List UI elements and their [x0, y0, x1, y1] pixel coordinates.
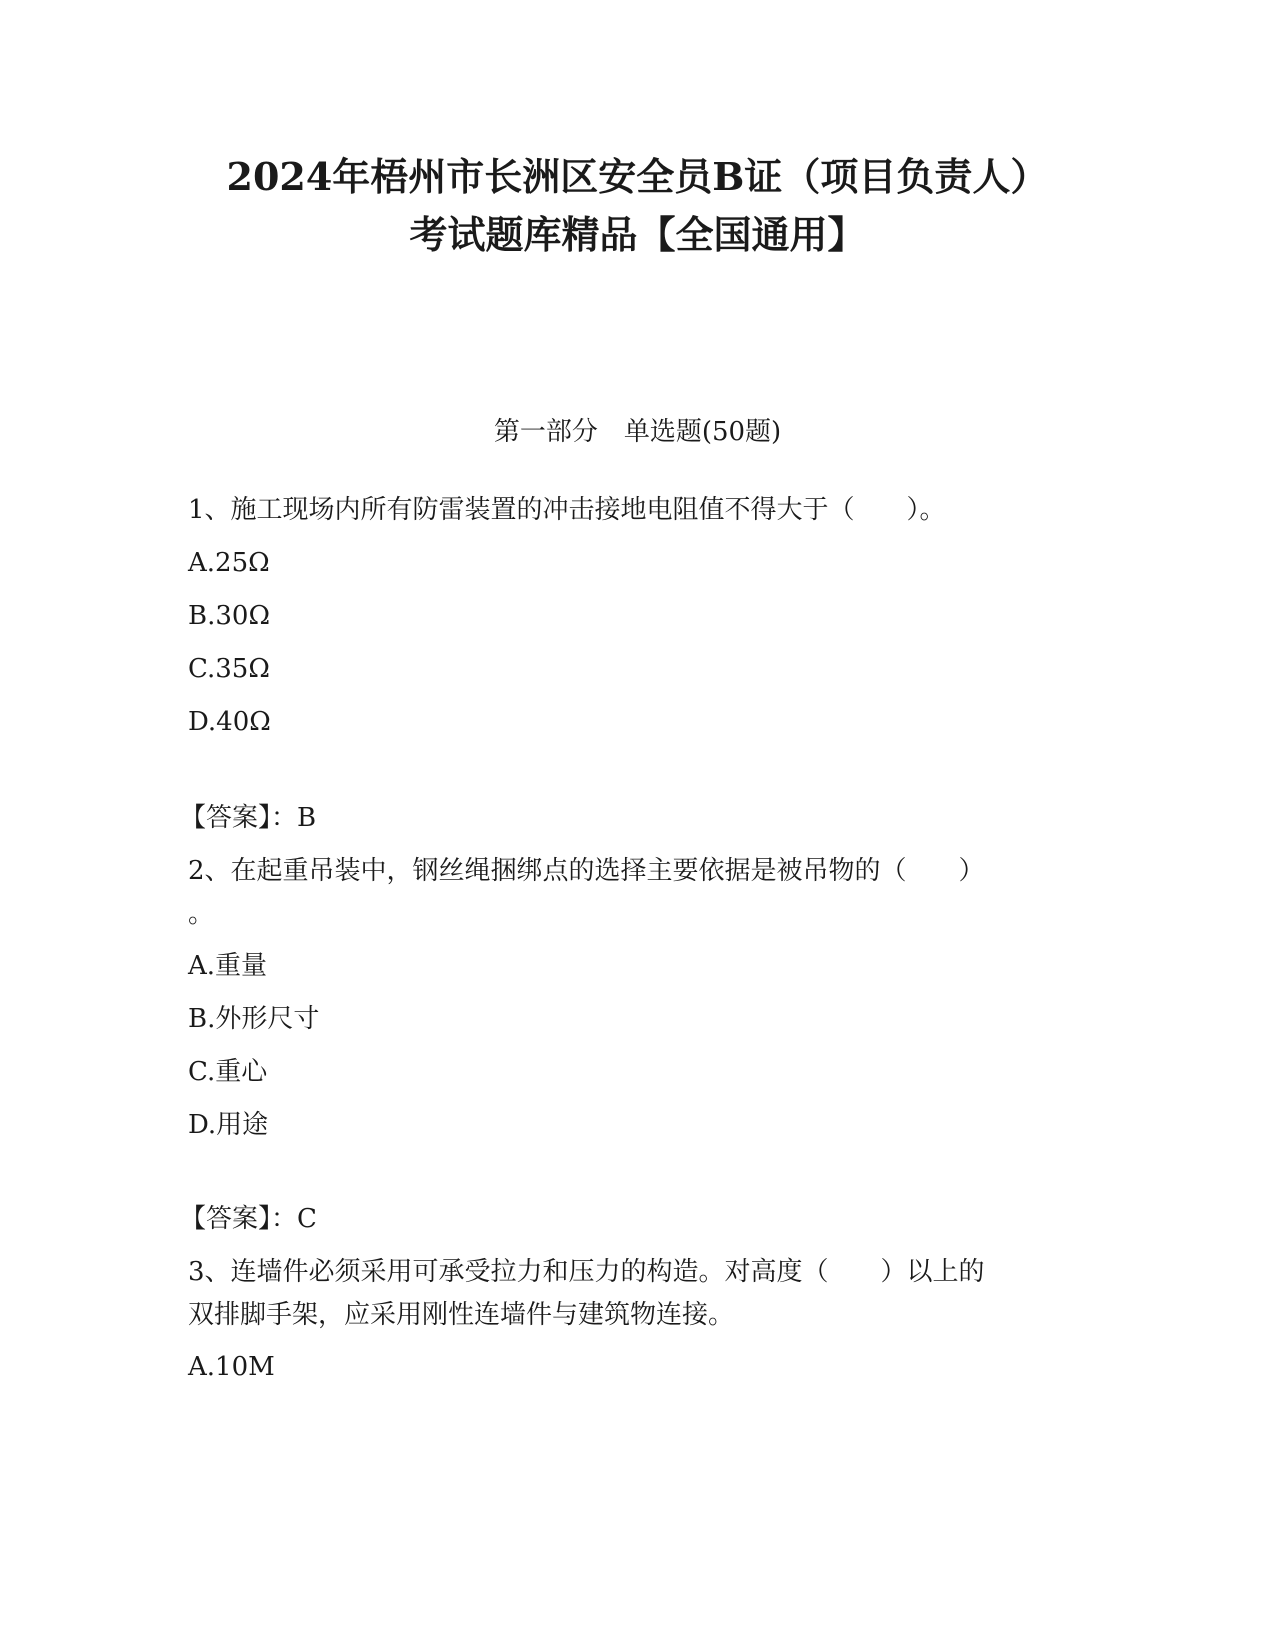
title-line-1: 2024年梧州市长洲区安全员B证（项目负责人）	[226, 154, 1049, 199]
question-2-stem-line-2: 。	[188, 899, 215, 929]
question-3-option-a: A.10M	[188, 1352, 275, 1382]
question-3-stem-line-2: 双排脚手架，应采用刚性连墙件与建筑物连接。	[188, 1300, 735, 1330]
question-2-option-c: C.重心	[188, 1057, 268, 1087]
question-2-option-b: B.外形尺寸	[188, 1004, 320, 1034]
section-heading: 第一部分 单选题(50题)	[493, 417, 782, 447]
question-1-option-c: C.35Ω	[188, 654, 270, 684]
question-2-answer: 【答案】：C	[180, 1204, 317, 1234]
question-2-option-d: D.用途	[188, 1110, 269, 1140]
question-1-answer: 【答案】：B	[180, 803, 317, 833]
question-3-stem-line-1: 3、连墙件必须采用可承受拉力和压力的构造。对高度（ ）以上的	[188, 1257, 985, 1287]
question-1-option-b: B.30Ω	[188, 601, 271, 631]
question-2-option-a: A.重量	[188, 951, 268, 981]
question-1-option-d: D.40Ω	[188, 707, 271, 737]
document-title	[0, 148, 1275, 264]
title-line-2: 考试题库精品【全国通用】	[409, 212, 866, 257]
question-1-option-a: A.25Ω	[188, 548, 270, 578]
question-2-stem-line-1: 2、在起重吊装中，钢丝绳捆绑点的选择主要依据是被吊物的（ ）	[188, 856, 985, 886]
question-1-stem: 1、施工现场内所有防雷装置的冲击接地电阻值不得大于（ ）。	[188, 495, 946, 525]
